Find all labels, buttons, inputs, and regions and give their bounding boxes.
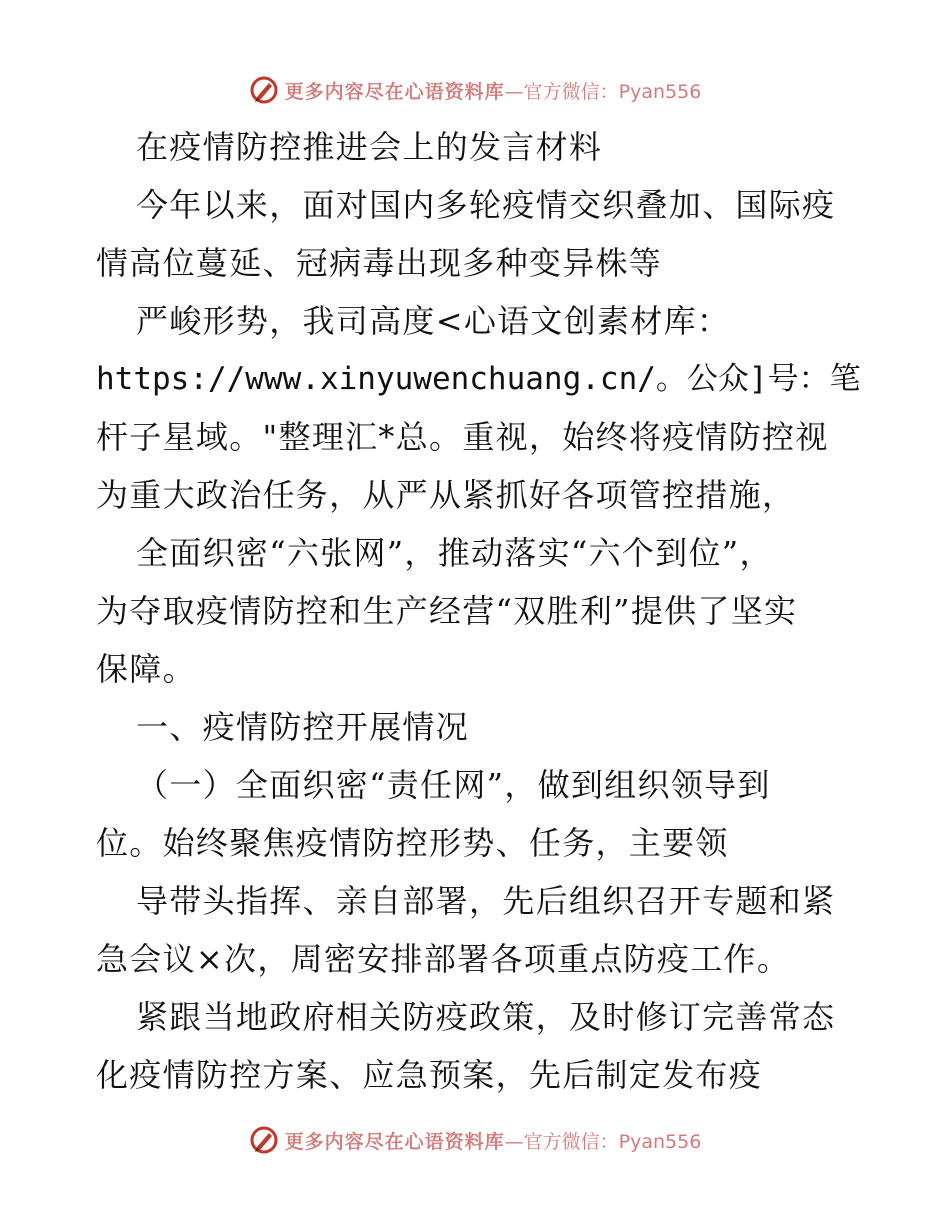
paragraph-line: 急会议×次，周密安排部署各项重点防疫工作。 <box>96 940 791 978</box>
watermark-main-text: 更多内容尽在心语资料库 <box>284 80 505 103</box>
watermark-sub-text: —官方微信：Pyan556 <box>504 1130 702 1153</box>
section-heading: 一、疫情防控开展情况 <box>136 708 470 746</box>
paragraph-line: 为夺取疫情防控和生产经营“双胜利”提供了坚实 <box>96 592 798 630</box>
paragraph-line: 情高位蔓延、冠病毒出现多种变异株等 <box>96 244 663 282</box>
subsection-heading: （一）全面织密“责任网”，做到组织领导到 <box>136 766 771 804</box>
document-body <box>96 118 861 1104</box>
paragraph-line: 位。始终聚焦疫情防控形势、任务，主要领 <box>96 824 729 862</box>
watermark-banner-top <box>0 70 950 110</box>
watermark-sub-text: —官方微信：Pyan556 <box>504 80 702 103</box>
paragraph-line: 全面织密“六张网”，推动落实“六个到位”， <box>136 534 773 572</box>
paragraph-line: 为重大政治任务，从严从紧抓好各项管控措施， <box>96 476 796 514</box>
paragraph-line: 导带头指挥、亲自部署，先后组织召开专题和紧 <box>136 882 836 920</box>
paragraph-line: 化疫情防控方案、应急预案，先后制定发布疫 <box>96 1056 763 1094</box>
paragraph-line: 严峻形势，我司高度<心语文创素材库： <box>136 302 731 340</box>
paragraph-line: 保障。 <box>96 650 196 688</box>
url-line: https://www.xinyuwenchuang.cn/。公众]号：笔 <box>96 361 861 397</box>
watermark-main-text: 更多内容尽在心语资料库 <box>284 1130 505 1153</box>
watermark-banner-bottom <box>0 1120 950 1160</box>
paragraph-line: 今年以来，面对国内多轮疫情交织叠加、国际疫 <box>136 186 836 224</box>
paragraph-line: 杆子星域。"整理汇*总。重视，始终将疫情防控视 <box>96 418 829 456</box>
document-title: 在疫情防控推进会上的发言材料 <box>136 128 603 166</box>
red-pen-circle-logo-icon <box>249 1125 279 1155</box>
red-pen-circle-logo-icon <box>249 75 279 105</box>
paragraph-line: 紧跟当地政府相关防疫政策，及时修订完善常态 <box>136 998 836 1036</box>
